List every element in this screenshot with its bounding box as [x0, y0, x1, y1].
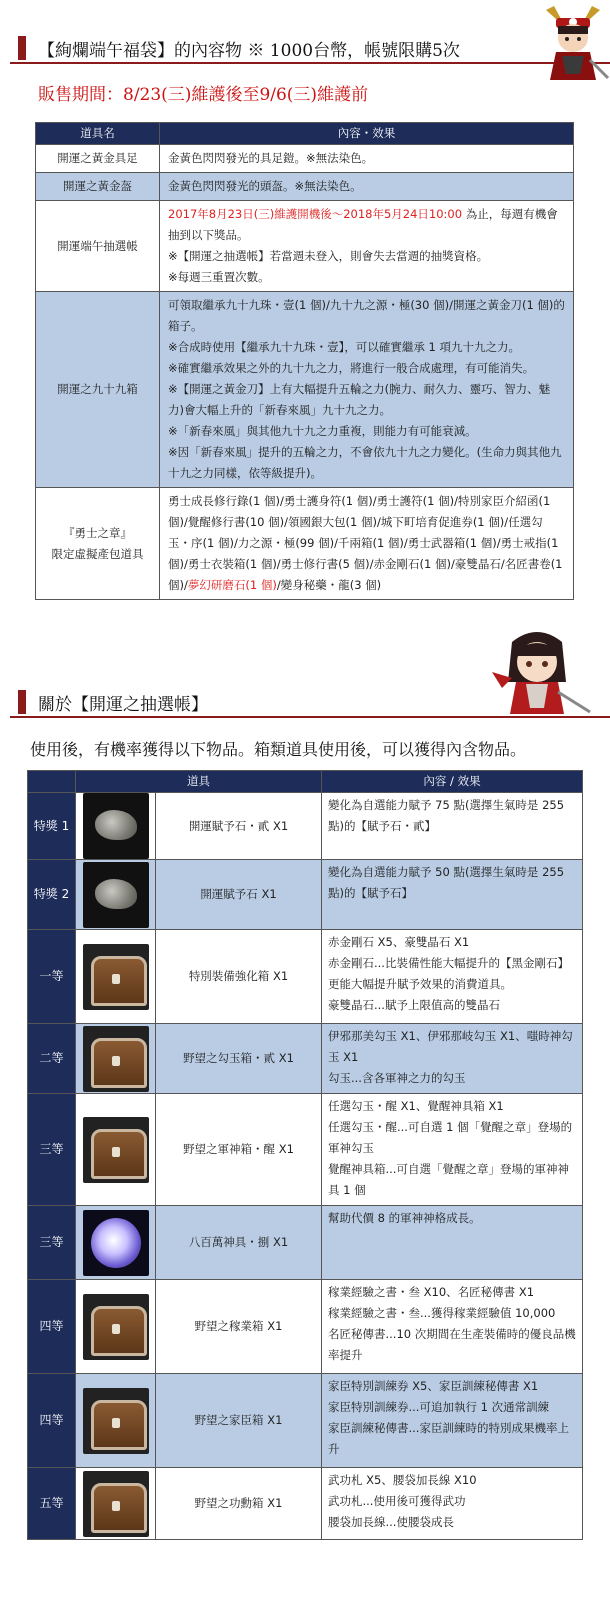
samurai-mascot-icon: [536, 0, 610, 88]
bag-contents-table: [35, 122, 574, 600]
prize-desc: 任選勾玉・醒 X1、覺醒神具箱 X1 任選勾玉・醒...可自選 1 個「覺醒之章」登場的軍神勾玉 覺醒神具箱...可自選「覺醒之章」登場的軍神神具 1 個: [322, 1094, 583, 1206]
table-row: [28, 1206, 583, 1280]
table-header-row: [28, 771, 583, 793]
prize-rank: 四等: [28, 1374, 76, 1468]
table-row: [28, 1024, 583, 1094]
chest-icon: [83, 1471, 149, 1537]
table-row: [28, 930, 583, 1024]
prize-item: 八百萬神具・捌 X1: [156, 1206, 322, 1280]
table-row: [28, 860, 583, 930]
item-name: 開運之黃金盔: [36, 173, 160, 201]
table-row: [36, 292, 574, 488]
prize-desc: 伊邪那美勾玉 X1、伊邪那岐勾玉 X1、嗤時神勾玉 X1 勾玉...含各軍神之力的勾玉: [322, 1024, 583, 1094]
prize-item: 野望之家臣箱 X1: [156, 1374, 322, 1468]
item-name: 『勇士之章』 限定虛擬產包道具: [36, 488, 160, 600]
prize-item: 野望之軍神箱・醒 X1: [156, 1094, 322, 1206]
table-row: [36, 145, 574, 173]
section1-title: 【絢爛端午福袋】的內容物 ※ 1000台幣，帳號限購5次: [38, 41, 460, 61]
item-name: 開運之九十九箱: [36, 292, 160, 488]
prize-item: 開運賦予石 X1: [156, 860, 322, 930]
prize-desc: 家臣特別訓練券 X5、家臣訓練秘傳書 X1 家臣特別訓練券...可追加執行 1 次通常訓練 家臣訓練秘傳書...家臣訓練時的特別成果機率上升: [322, 1374, 583, 1468]
prize-desc: 變化為自選能力賦予 50 點(選擇生氣時是 255 點)的【賦予石】: [322, 860, 583, 930]
table-row: [36, 488, 574, 600]
sale-period: 販售期間：8/23(三)維護後至9/6(三)維護前: [38, 85, 369, 105]
table-row: [36, 173, 574, 201]
header-item: 道具: [76, 771, 322, 793]
section-bar: [18, 690, 26, 714]
table-row: [28, 1280, 583, 1374]
prize-item: 野望之功勳箱 X1: [156, 1468, 322, 1540]
prize-item: 野望之稼業箱 X1: [156, 1280, 322, 1374]
item-desc: 金黃色閃閃發光的頭盔。※無法染色。: [160, 173, 574, 201]
section1-header: [10, 30, 610, 64]
chest-icon: [83, 1388, 149, 1454]
stone-icon: [83, 793, 149, 859]
prize-rank: 三等: [28, 1206, 76, 1280]
prize-item: 特別裝備強化箱 X1: [156, 930, 322, 1024]
prize-rank: 一等: [28, 930, 76, 1024]
section2-header: [10, 684, 610, 718]
prize-rank: 四等: [28, 1280, 76, 1374]
header-content: 內容・效果: [160, 123, 574, 145]
chest-icon: [83, 1026, 149, 1092]
prize-rank: 二等: [28, 1024, 76, 1094]
prize-rank: 特獎 1: [28, 793, 76, 860]
table-row: [28, 793, 583, 860]
chest-icon: [83, 1294, 149, 1360]
header-effect: 內容 / 效果: [322, 771, 583, 793]
table-row: [28, 1094, 583, 1206]
item-name: 開運之黃金具足: [36, 145, 160, 173]
section2-title: 關於【開運之抽選帳】: [38, 695, 208, 715]
prize-rank: 五等: [28, 1468, 76, 1540]
prize-item: 開運賦予石・貳 X1: [156, 793, 322, 860]
table-row: [28, 1374, 583, 1468]
table-row: [28, 1468, 583, 1540]
orb-icon: [83, 1210, 149, 1276]
item-desc: 2017年8月23日(三)維護開機後～2018年5月24日10:00 為止，每週有機會抽到以下獎品。 ※【開運之抽選帳】若當週未登入，則會失去當週的抽獎資格。 ※每週三重置次數。: [160, 201, 574, 292]
prize-rank: 三等: [28, 1094, 76, 1206]
prize-desc: 赤金剛石 X5、豪雙晶石 X1 赤金剛石...比裝備性能大幅提升的【黑金剛石】更能大幅提升賦予效果的消費道具。 豪雙晶石...賦予上限值高的雙晶石: [322, 930, 583, 1024]
section-bar: [18, 36, 26, 60]
header-rank: [28, 771, 76, 793]
item-desc: 金黃色閃閃發光的具足鎧。※無法染色。: [160, 145, 574, 173]
prize-desc: 武功札 X5、腰袋加長線 X10 武功札...使用後可獲得武功 腰袋加長線...使腰袋成長: [322, 1468, 583, 1540]
prize-rank: 特獎 2: [28, 860, 76, 930]
table-header-row: [36, 123, 574, 145]
prize-item: 野望之勾玉箱・貳 X1: [156, 1024, 322, 1094]
section2-intro: 使用後，有機率獲得以下物品。箱類道具使用後，可以獲得內含物品。: [30, 740, 527, 759]
chest-icon: [83, 944, 149, 1010]
item-desc: 可領取繼承九十九珠・壹(1 個)/九十九之源・極(30 個)/開運之黃金刀(1 個)的箱子。 ※合成時使用【繼承九十九珠・壹】，可以確實繼承 1 項九十九之力。 ※確實繼承效果之外的九十九之力，將進行一般合成處理，有可能消失。 ※【開運之黃金刀】上有大幅提升五輪之力(腕力、耐久力、靈巧、智力、魅力)會大幅上升的「新春來風」九十九之力。 ※「新春來風」與其他九十九之力重複，則能力有可能衰減。 ※因「新春來風」提升的五輪之力，不會依九十九之力變化。(生命力與其他九十九之力同樣，依等級提升)。: [160, 292, 574, 488]
header-item-name: 道具名: [36, 123, 160, 145]
prize-desc: 變化為自選能力賦予 75 點(選擇生氣時是 255 點)的【賦予石・貳】: [322, 793, 583, 860]
stone-icon: [83, 862, 149, 928]
draw-prizes-table: [27, 770, 583, 1540]
item-name: 開運端午抽選帳: [36, 201, 160, 292]
prize-desc: 稼業經驗之書・叁 X10、名匠秘傳書 X1 稼業經驗之書・叁...獲得稼業經驗值 10,000 名匠秘傳書...10 次期間在生產裝備時的優良品機率提升: [322, 1280, 583, 1374]
chest-icon: [83, 1117, 149, 1183]
draw-period: 2017年8月23日(三)維護開機後～2018年5月24日10:00: [168, 207, 463, 221]
prize-desc: 幫助代價 8 的軍神神格成長。: [322, 1206, 583, 1280]
table-row: [36, 201, 574, 292]
item-desc: 勇士成長修行錄(1 個)/勇士護身符(1 個)/勇士護符(1 個)/特別家臣介紹函(1 個)/覺醒修行書(10 個)/領國銀大包(1 個)/城下町培育促進券(1 個)/任選勾玉・序(1 個)/力之源・極(99 個)/千兩箱(1 個)/勇士武器箱(1 個)/勇士戒指(1 個)/勇士衣裝箱(1 個)/勇士修行書(5 個)/赤金剛石(1 個)/豪雙晶石/名匠書卷(1 個)/夢幻研磨石(1 個)/變身秘藥・龍(3 個): [160, 488, 574, 600]
